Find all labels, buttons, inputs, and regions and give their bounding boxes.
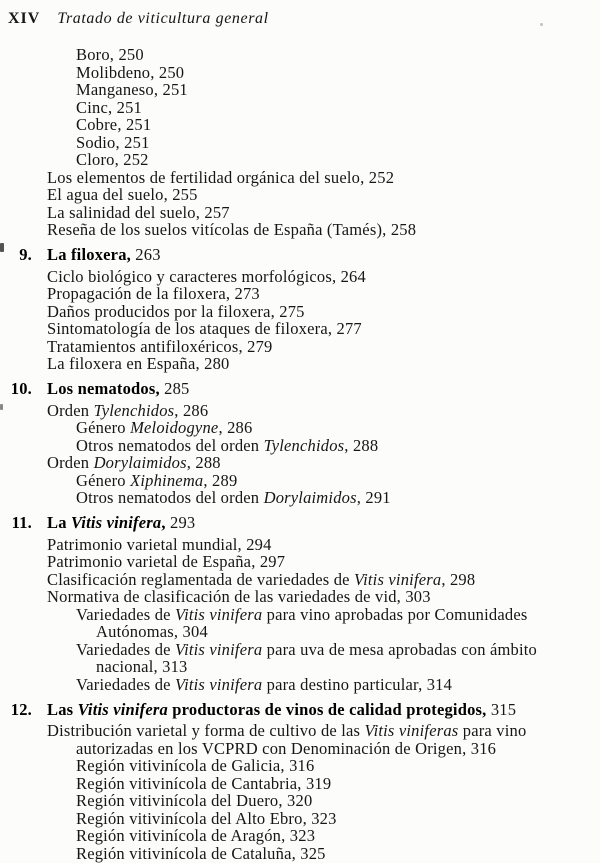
page-ref: 250 [158, 62, 185, 82]
toc-entry [0, 757, 600, 775]
toc-entry [0, 99, 600, 117]
page-ref: 257 [204, 202, 230, 222]
toc-entry [0, 454, 600, 472]
running-title: Tratado de viticultura general [57, 10, 269, 27]
toc-section [0, 246, 600, 373]
text-segment: Tylenchidos [263, 435, 345, 455]
text-segment: Manganeso, [76, 80, 159, 99]
text-segment: Vitis vinifera [77, 699, 168, 719]
page-ref: 288 [352, 435, 379, 455]
scan-speck [0, 243, 4, 252]
page-ref: 251 [125, 115, 152, 134]
text-segment: Región vitivinícola de Galicia, [76, 756, 285, 775]
text-segment: Otros nematodos del orden [76, 488, 264, 507]
text-segment: Los elementos de fertilidad orgánica del suelo, [47, 167, 365, 187]
page-ref: 303 [405, 587, 431, 606]
text-segment: Propagación de la filoxera, [47, 284, 231, 303]
toc-entry [0, 64, 600, 82]
text-segment: Orden [47, 400, 94, 420]
section-heading [0, 380, 600, 398]
text-segment: Región vitivinícola de Aragón, [76, 826, 286, 845]
section-heading [0, 701, 600, 719]
text-segment: Sodio, [76, 132, 120, 152]
page-ref: 293 [170, 513, 196, 532]
text-segment: Cinc, [76, 97, 113, 117]
page-ref: 323 [289, 826, 316, 845]
toc-entry [0, 827, 600, 845]
text-segment: Ciclo biológico y caracteres morfológicos, [47, 266, 337, 286]
section-number: 12. [10, 699, 32, 719]
page-ref: 291 [365, 488, 391, 507]
toc-entry [0, 845, 600, 863]
section-heading [0, 246, 600, 264]
page-ref: 280 [204, 354, 230, 373]
toc-section [0, 380, 600, 507]
text-segment: La [47, 513, 71, 532]
page-ref: 285 [164, 379, 190, 398]
text-segment: Vitis vinifera [175, 639, 263, 659]
toc-entry [0, 204, 600, 222]
toc-entry [0, 775, 600, 793]
text-segment: Cobre, [76, 115, 122, 134]
section-heading [0, 514, 600, 532]
page-ref: 315 [490, 699, 517, 719]
toc-entry [0, 489, 600, 507]
page-ref: 250 [118, 45, 144, 64]
toc-section [0, 701, 600, 863]
text-segment: Vitis vinifera [175, 604, 263, 624]
text-segment: Autónomas, [96, 622, 179, 641]
text-segment: Variedades de [76, 604, 176, 624]
section-number: 10. [10, 379, 32, 398]
page-ref: 297 [259, 552, 286, 571]
page-ref: 323 [311, 808, 337, 828]
page-ref: 277 [336, 319, 362, 338]
toc-entry [0, 740, 600, 758]
text-segment: para vino [458, 721, 527, 740]
text-segment: , [174, 400, 179, 420]
toc-entry [0, 810, 600, 828]
page-ref: 298 [449, 569, 476, 589]
toc-entry [0, 571, 600, 589]
toc-entry [0, 134, 600, 152]
toc-entry [0, 116, 600, 134]
text-segment: Normativa de clasificación de las variedades de vid, [47, 587, 402, 606]
text-segment: Vitis vinifera [175, 674, 263, 694]
text-segment: Región vitivinícola del Alto Ebro, [76, 808, 307, 828]
text-segment: Tratamientos antifiloxéricos, [47, 336, 243, 356]
toc-entry [0, 402, 600, 420]
toc-entry [0, 792, 600, 810]
text-segment: Variedades de [76, 674, 176, 694]
text-segment: para vino aprobadas por Comunidades [262, 604, 528, 624]
toc-entry [0, 303, 600, 321]
page-ref: 289 [212, 470, 238, 490]
page-ref: 252 [368, 167, 395, 187]
toc-entry [0, 553, 600, 571]
toc-section [0, 46, 600, 239]
toc-entry [0, 606, 600, 624]
text-segment: Xiphinema [130, 470, 204, 490]
text-segment: La salinidad del suelo, [47, 202, 201, 222]
page-ref: 319 [305, 773, 332, 793]
text-segment: Los nematodos, [47, 379, 160, 398]
toc-entry [0, 151, 600, 169]
toc-entry [0, 641, 600, 659]
text-segment: para destino particular, [262, 674, 423, 694]
toc-entry [0, 268, 600, 286]
section-title [47, 700, 487, 719]
page-ref: 313 [162, 657, 188, 676]
text-segment: nacional, [96, 657, 158, 676]
text-segment: Cloro, [76, 150, 119, 169]
text-segment: Género [76, 470, 131, 490]
toc-entry [0, 81, 600, 99]
toc-entry [0, 658, 600, 676]
text-segment: La filoxera en España, [47, 354, 200, 373]
page-ref: 288 [195, 453, 221, 472]
toc-entry [0, 186, 600, 204]
toc [0, 46, 600, 862]
text-segment: para uva de mesa aprobadas con ámbito [262, 639, 537, 659]
section-number: 9. [19, 245, 32, 264]
page-ref: 275 [279, 301, 305, 321]
page-ref: 316 [289, 756, 315, 775]
page-header [0, 0, 600, 28]
toc-entry [0, 588, 600, 606]
section-title [47, 379, 160, 398]
toc-entry [0, 623, 600, 641]
text-segment: Daños producidos por la filoxera, [47, 301, 275, 321]
section-number: 11. [11, 513, 32, 532]
text-segment: , [186, 453, 192, 472]
text-segment: Región vitivinícola del Duero, [76, 791, 283, 810]
toc-entry [0, 355, 600, 373]
text-segment: Reseña de los suelos vitícolas de España (Tamés), [47, 220, 387, 239]
page-ref: 251 [116, 97, 142, 117]
text-segment: Las [47, 699, 78, 719]
toc-entry [0, 676, 600, 694]
text-segment: Vitis vinifera [354, 569, 442, 589]
page-ref: 255 [172, 185, 198, 204]
text-segment: Región vitivinícola de Cantabria, [76, 773, 302, 793]
text-segment: Clasificación reglamentada de variedades de [47, 569, 355, 589]
text-segment: El agua del suelo, [47, 185, 168, 204]
text-segment: Sintomatología de los ataques de filoxera, [47, 319, 333, 338]
toc-entry [0, 722, 600, 740]
page-ref: 258 [390, 220, 417, 239]
text-segment: , [161, 513, 166, 532]
text-segment: Boro, [76, 45, 115, 64]
text-segment: , [356, 488, 362, 507]
text-segment: Género [76, 418, 131, 437]
page-ref: 279 [247, 336, 273, 356]
text-segment: , [344, 435, 349, 455]
page-ref: 316 [470, 738, 497, 758]
text-segment: productoras de vinos de calidad protegidos, [167, 699, 487, 719]
page-ref: 294 [246, 534, 272, 554]
toc-entry [0, 320, 600, 338]
page-ref: 286 [227, 418, 253, 437]
text-segment: Orden [47, 453, 94, 472]
text-segment: autorizadas en los VCPRD con Denominación de Origen, [76, 738, 467, 758]
toc-entry [0, 285, 600, 303]
text-segment: Dorylaimidos [263, 488, 357, 507]
text-segment: Molibdeno, [76, 62, 155, 82]
text-segment: Dorylaimidos [93, 453, 187, 472]
section-title [47, 245, 131, 264]
text-segment: Vitis viniferas [364, 721, 459, 740]
page-ref: 251 [162, 80, 188, 99]
toc-entry [0, 221, 600, 239]
section-title [47, 513, 166, 532]
toc-entry [0, 46, 600, 64]
scan-speck [540, 23, 543, 26]
text-segment: Distribución varietal y forma de cultivo de las [47, 721, 365, 740]
text-segment: Meloidogyne [130, 418, 219, 437]
text-segment: , [441, 569, 446, 589]
page-ref: 273 [234, 284, 260, 303]
page-ref: 304 [182, 622, 208, 641]
scan-speck [0, 404, 3, 410]
page-ref: 263 [135, 245, 161, 264]
text-segment: , [203, 470, 208, 490]
toc-entry [0, 169, 600, 187]
page-ref: 325 [300, 843, 326, 863]
toc-entry [0, 338, 600, 356]
page-ref: 320 [287, 791, 313, 810]
toc-entry [0, 419, 600, 437]
text-segment: , [218, 418, 223, 437]
text-segment: La filoxera, [47, 245, 131, 264]
page-number: XIV [8, 10, 41, 27]
text-segment: Patrimonio varietal de España, [47, 552, 256, 571]
text-segment: Región vitivinícola de Cataluña, [76, 843, 296, 863]
text-segment: Otros nematodos del orden [76, 435, 264, 455]
toc-entry [0, 437, 600, 455]
text-segment: Tylenchidos [93, 400, 175, 420]
toc-section [0, 514, 600, 693]
page-ref: 252 [123, 150, 149, 169]
text-segment: Patrimonio varietal mundial, [47, 534, 242, 554]
text-segment: Variedades de [76, 639, 176, 659]
page-ref: 264 [340, 266, 366, 286]
text-segment: Vitis vinifera [70, 513, 162, 532]
page-ref: 314 [426, 674, 453, 694]
page-ref: 286 [182, 400, 209, 420]
toc-entry [0, 472, 600, 490]
page-ref: 251 [124, 132, 150, 152]
toc-entry [0, 536, 600, 554]
